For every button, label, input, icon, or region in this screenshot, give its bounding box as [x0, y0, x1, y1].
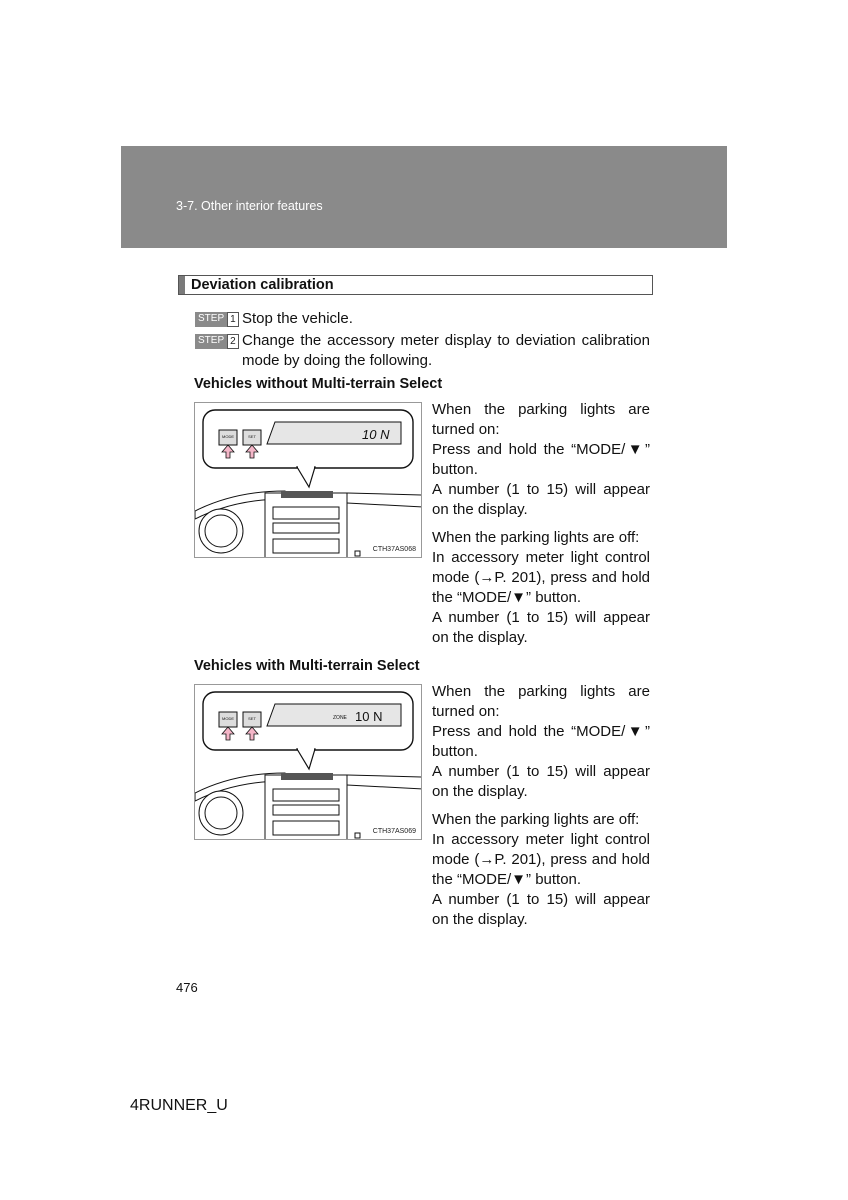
step-2-text: Change the accessory meter display to deviation calibration mode by doing the following. [242, 332, 650, 369]
footer-model-code: 4RUNNER_U [130, 1097, 228, 1114]
description-with-mts [432, 682, 650, 930]
subhead-with-mts: Vehicles with Multi-terrain Select [194, 658, 420, 674]
description-line: In accessory meter light control mode (→P. 201), press and hold the “MODE/▼” button. [432, 549, 650, 606]
dashboard-illustration [195, 403, 422, 558]
zone-label: ZONE [333, 715, 347, 721]
step-badge: STEP 2 [195, 334, 239, 349]
figure-code: CTH37AS069 [372, 828, 416, 835]
figure-meter-display-with-mts [194, 684, 422, 840]
chapter-header-band [121, 146, 727, 248]
description-line: When the parking lights are turned on: [432, 401, 650, 438]
description-line: Press and hold the “MODE/▼” button. [432, 441, 650, 478]
meter-display-text: 10 N [362, 427, 390, 442]
description-line: A number (1 to 15) will appear on the display. [432, 481, 650, 518]
step-badge: STEP 1 [195, 312, 239, 327]
dashboard-illustration [195, 685, 422, 840]
description-line: When the parking lights are off: [432, 529, 640, 546]
set-button-label: SET [248, 716, 256, 721]
topic-heading: Deviation calibration [191, 277, 334, 293]
step-1-text: Stop the vehicle. [242, 310, 353, 327]
step-2 [195, 331, 243, 351]
description-line: Press and hold the “MODE/▼” button. [432, 723, 650, 760]
mode-button-label: MODE [222, 716, 234, 721]
figure-meter-display-without-mts [194, 402, 422, 558]
mode-button-label: MODE [222, 434, 234, 439]
heading-accent [179, 276, 185, 294]
set-button-label: SET [248, 434, 256, 439]
meter-display-text: 10 N [355, 709, 383, 724]
description-line: A number (1 to 15) will appear on the display. [432, 609, 650, 646]
description-line: A number (1 to 15) will appear on the display. [432, 891, 650, 928]
description-line: A number (1 to 15) will appear on the display. [432, 763, 650, 800]
description-without-mts [432, 400, 650, 648]
page-number: 476 [176, 980, 198, 995]
section-title: 3-7. Other interior features [176, 199, 323, 213]
description-line: In accessory meter light control mode (→P. 201), press and hold the “MODE/▼” button. [432, 831, 650, 888]
description-line: When the parking lights are off: [432, 811, 640, 828]
subhead-without-mts: Vehicles without Multi-terrain Select [194, 376, 443, 392]
description-line: When the parking lights are turned on: [432, 683, 650, 720]
figure-code: CTH37AS068 [372, 546, 416, 553]
step-1 [195, 309, 243, 329]
topic-heading-bar [178, 275, 653, 295]
